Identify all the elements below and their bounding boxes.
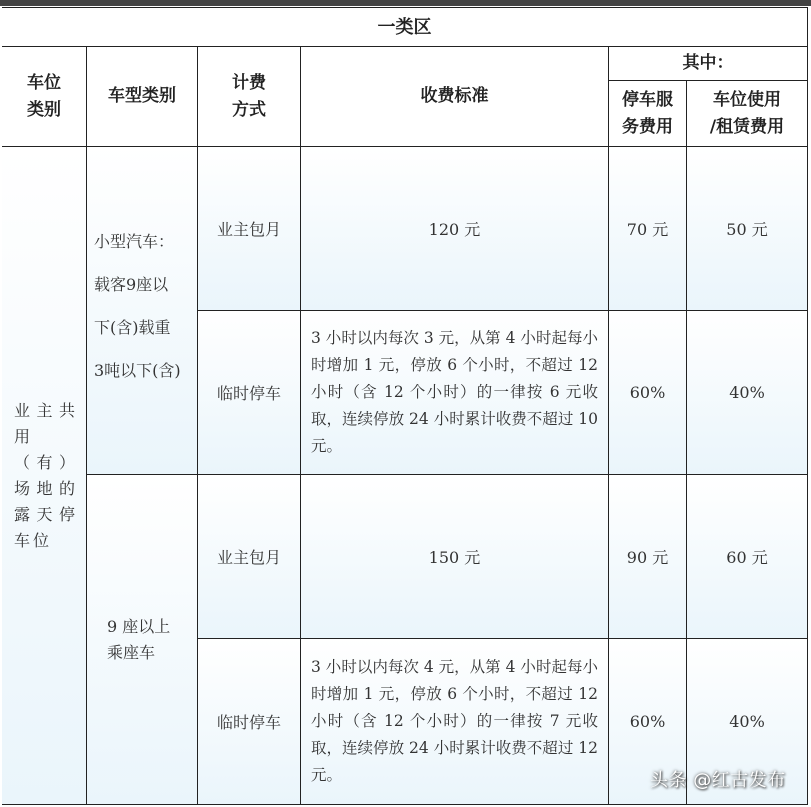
service-fee-cell: 60% (609, 311, 687, 475)
header-vehicle-type: 车型类别 (87, 47, 198, 147)
vehicle-type-large-car: 9 座以上 乘座车 (87, 475, 198, 805)
header-parking-service-fee: 停车服 务费用 (609, 81, 687, 147)
fee-standard-cell: 150 元 (301, 475, 609, 639)
billing-monthly: 业主包月 (198, 147, 301, 311)
header-billing-method: 计费 方式 (198, 47, 301, 147)
header-of-which: 其中： (609, 47, 808, 81)
service-fee-cell: 90 元 (609, 475, 687, 639)
service-fee-cell: 70 元 (609, 147, 687, 311)
watermark-text: 头条 @红古发布 (650, 770, 786, 791)
billing-temporary: 临时停车 (198, 311, 301, 475)
service-fee-cell: 60% (609, 639, 687, 805)
billing-monthly: 业主包月 (198, 475, 301, 639)
header-fee-standard: 收费标准 (301, 47, 609, 147)
space-fee-cell: 40% (687, 639, 808, 805)
space-fee-cell: 50 元 (687, 147, 808, 311)
space-fee-cell: 60 元 (687, 475, 808, 639)
header-space-use-fee: 车位使用 /租赁费用 (687, 81, 808, 147)
billing-temporary: 临时停车 (198, 639, 301, 805)
space-category-cell: 业主共用（有）场地的露天停车位 (2, 147, 87, 805)
fee-standard-description: 3 小时以内每次 3 元，从第 4 小时起每小时增加 1 元，停放 6 个小时，不超过 12 小时（含 12 个小时）的一律按 6 元收取，连续停放 24 小时累计收费不超过 10 元。 (301, 311, 609, 475)
top-border (0, 0, 811, 6)
fee-standard-cell: 120 元 (301, 147, 609, 311)
space-fee-cell: 40% (687, 311, 808, 475)
header-space-category: 车位 类别 (2, 47, 87, 147)
zone-title: 一类区 (2, 7, 808, 47)
vehicle-type-small-car: 小型汽车： 载客9座以 下(含)载重 3吨以下(含) (87, 147, 198, 475)
fee-standard-description: 3 小时以内每次 4 元，从第 4 小时起每小时增加 1 元，停放 6 个小时，不超过 12 小时（含 12 个小时）的一律按 7 元收取，连续停放 24 小时累计收费不超过 12 元。 (301, 639, 609, 805)
